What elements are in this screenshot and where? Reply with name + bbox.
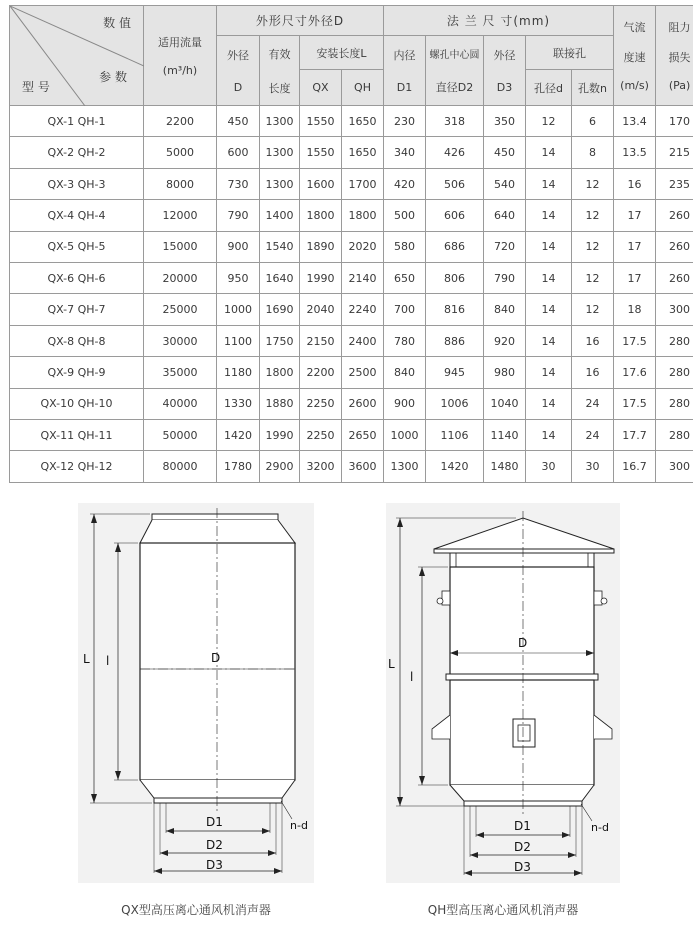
value-cell: 900 [384,388,426,419]
value-cell: 30 [572,451,614,483]
value-cell: 580 [384,231,426,262]
value-cell: 1650 [342,106,384,137]
corner-header-cell [10,6,144,106]
model-cell: QX-8 QH-8 [10,325,144,356]
value-cell: 13.5 [614,137,656,168]
value-cell: 1000 [384,420,426,451]
value-cell: 8000 [144,168,217,199]
header-bolt-circle [426,36,484,106]
value-cell: 350 [484,106,526,137]
value-cell: 14 [526,263,572,294]
value-cell: 80000 [144,451,217,483]
value-cell: 1990 [260,420,300,451]
header-qx: QX [300,70,342,106]
table-row [10,325,693,356]
model-cell: QX-2 QH-2 [10,137,144,168]
header-outer-diameter [217,36,260,106]
model-cell: QX-4 QH-4 [10,200,144,231]
value-cell: 1890 [300,231,342,262]
corner-label-model: 型 号 [22,80,50,94]
value-cell: 1480 [484,451,526,483]
value-cell: 2500 [342,357,384,388]
value-cell: 686 [426,231,484,262]
value-cell: 17.5 [614,388,656,419]
header-effective-length [260,36,300,106]
qx-label-nd: n-d [290,819,308,832]
value-cell: 16 [572,357,614,388]
model-cell: QX-5 QH-5 [10,231,144,262]
value-cell: 2150 [300,325,342,356]
value-cell: 500 [384,200,426,231]
value-cell: 2200 [144,106,217,137]
model-cell: QX-6 QH-6 [10,263,144,294]
value-cell: 16 [572,325,614,356]
value-cell: 14 [526,420,572,451]
table-row [10,200,693,231]
value-cell: 506 [426,168,484,199]
value-cell: 1550 [300,137,342,168]
value-cell: 606 [426,200,484,231]
value-cell: 14 [526,231,572,262]
value-cell: 1600 [300,168,342,199]
header-effective-length-line1: 有效 [268,47,291,61]
value-cell: 3600 [342,451,384,483]
value-cell: 1300 [384,451,426,483]
value-cell: 1300 [260,168,300,199]
value-cell: 12 [572,263,614,294]
value-cell: 25000 [144,294,217,325]
header-flange-outer-title: 外径 [493,49,516,62]
qh-drawing-caption: QH型高压离心通风机消声器 [427,903,579,917]
header-resistance-line2: 损失 [668,51,691,64]
value-cell: 2020 [342,231,384,262]
value-cell: 450 [484,137,526,168]
value-cell: 1540 [260,231,300,262]
value-cell: 426 [426,137,484,168]
value-cell: 1000 [217,294,260,325]
qx-silencer-drawing [78,503,314,883]
value-cell: 13.4 [614,106,656,137]
table-row [10,106,693,137]
header-velocity-line1: 气流 [623,21,646,34]
value-cell: 2240 [342,294,384,325]
value-cell: 790 [484,263,526,294]
value-cell: 1700 [342,168,384,199]
header-outer-diameter-symbol: D [233,81,243,94]
table-row [10,294,693,325]
value-cell: 17 [614,263,656,294]
value-cell: 12 [526,106,572,137]
value-cell: 816 [426,294,484,325]
value-cell: 450 [217,106,260,137]
value-cell: 2900 [260,451,300,483]
value-cell: 3200 [300,451,342,483]
value-cell: 17.7 [614,420,656,451]
value-cell: 640 [484,200,526,231]
value-cell: 12000 [144,200,217,231]
header-bolt-circle-symbol: 直径D2 [435,81,474,94]
header-inner-diameter-symbol: D1 [396,81,413,94]
value-cell: 260 [656,200,693,231]
value-cell: 30 [526,451,572,483]
value-cell: 2400 [342,325,384,356]
value-cell: 840 [384,357,426,388]
value-cell: 1300 [260,106,300,137]
value-cell: 17 [614,200,656,231]
header-qh: QH [342,70,384,106]
header-hole-diameter: 孔径d [526,70,572,106]
model-cell: QX-9 QH-9 [10,357,144,388]
value-cell: 650 [384,263,426,294]
model-cell: QX-12 QH-12 [10,451,144,483]
value-cell: 14 [526,294,572,325]
table-row [10,451,693,483]
value-cell: 280 [656,420,693,451]
value-cell: 280 [656,325,693,356]
value-cell: 950 [217,263,260,294]
header-hole-count: 孔数n [572,70,614,106]
qh-silencer-drawing [386,503,620,883]
value-cell: 14 [526,200,572,231]
value-cell: 1750 [260,325,300,356]
value-cell: 35000 [144,357,217,388]
qx-label-d1: D1 [206,815,223,829]
value-cell: 1990 [300,263,342,294]
value-cell: 2650 [342,420,384,451]
qh-label-L: L [388,657,395,671]
value-cell: 12 [572,200,614,231]
value-cell: 1300 [260,137,300,168]
value-cell: 8 [572,137,614,168]
value-cell: 1640 [260,263,300,294]
value-cell: 30000 [144,325,217,356]
model-cell: QX-7 QH-7 [10,294,144,325]
qh-label-d1: D1 [514,819,531,833]
value-cell: 16.7 [614,451,656,483]
header-inner-diameter [384,36,426,106]
qh-label-d2: D2 [514,840,531,854]
header-resistance-unit: (Pa) [668,79,691,92]
table-row [10,263,693,294]
value-cell: 900 [217,231,260,262]
value-cell: 20000 [144,263,217,294]
value-cell: 260 [656,231,693,262]
value-cell: 1400 [260,200,300,231]
value-cell: 2600 [342,388,384,419]
value-cell: 790 [217,200,260,231]
value-cell: 17 [614,231,656,262]
header-effective-length-line2: 长度 [268,81,291,95]
value-cell: 300 [656,451,693,483]
qx-drawing-caption: QX型高压离心通风机消声器 [121,903,271,917]
value-cell: 886 [426,325,484,356]
value-cell: 945 [426,357,484,388]
value-cell: 1780 [217,451,260,483]
value-cell: 280 [656,388,693,419]
value-cell: 1800 [342,200,384,231]
spec-table-body [10,106,693,483]
value-cell: 1140 [484,420,526,451]
value-cell: 14 [526,357,572,388]
value-cell: 300 [656,294,693,325]
value-cell: 12 [572,294,614,325]
model-cell: QX-10 QH-10 [10,388,144,419]
table-row [10,168,693,199]
value-cell: 420 [384,168,426,199]
value-cell: 15000 [144,231,217,262]
header-flow-title: 适用流量 [158,36,202,49]
model-cell: QX-3 QH-3 [10,168,144,199]
header-velocity-unit: (m/s) [620,79,649,92]
corner-label-params: 参 数 [99,70,127,84]
table-row [10,420,693,451]
value-cell: 170 [656,106,693,137]
model-cell: QX-1 QH-1 [10,106,144,137]
header-velocity-line2: 度速 [623,51,646,64]
qx-label-d2: D2 [206,838,223,852]
header-flange-group: 法 兰 尺 寸(mm) [384,6,614,36]
value-cell: 1420 [217,420,260,451]
value-cell: 1040 [484,388,526,419]
value-cell: 780 [384,325,426,356]
value-cell: 17.6 [614,357,656,388]
qh-label-l: l [410,670,414,684]
value-cell: 235 [656,168,693,199]
value-cell: 280 [656,357,693,388]
value-cell: 730 [217,168,260,199]
qx-label-L: L [83,652,90,666]
value-cell: 24 [572,420,614,451]
value-cell: 1880 [260,388,300,419]
value-cell: 806 [426,263,484,294]
value-cell: 1330 [217,388,260,419]
value-cell: 2200 [300,357,342,388]
header-flange-outer [484,36,526,106]
table-row [10,388,693,419]
value-cell: 2040 [300,294,342,325]
value-cell: 1100 [217,325,260,356]
value-cell: 2250 [300,420,342,451]
qh-label-d: D [518,636,528,650]
value-cell: 1800 [300,200,342,231]
value-cell: 1006 [426,388,484,419]
value-cell: 14 [526,388,572,419]
value-cell: 14 [526,137,572,168]
value-cell: 215 [656,137,693,168]
value-cell: 6 [572,106,614,137]
header-flow-unit: (m³/h) [162,64,198,77]
value-cell: 230 [384,106,426,137]
value-cell: 1550 [300,106,342,137]
value-cell: 1690 [260,294,300,325]
value-cell: 920 [484,325,526,356]
header-outer-diameter-title: 外径 [227,49,249,62]
header-install-length: 安装长度L [300,36,384,70]
value-cell: 600 [217,137,260,168]
qh-label-d3: D3 [514,860,531,874]
value-cell: 1420 [426,451,484,483]
header-inner-diameter-title: 内径 [393,49,416,62]
header-resistance [656,6,693,106]
header-bolt-circle-title: 螺孔中心圆 [429,50,480,61]
value-cell: 1180 [217,357,260,388]
value-cell: 700 [384,294,426,325]
value-cell: 1106 [426,420,484,451]
spec-table [9,5,693,483]
value-cell: 260 [656,263,693,294]
header-flow [144,6,217,106]
header-holes-group: 联接孔 [526,36,614,70]
header-flange-outer-symbol: D3 [496,81,513,94]
value-cell: 1800 [260,357,300,388]
value-cell: 1650 [342,137,384,168]
table-row [10,357,693,388]
value-cell: 340 [384,137,426,168]
value-cell: 14 [526,325,572,356]
value-cell: 12 [572,168,614,199]
value-cell: 24 [572,388,614,419]
value-cell: 5000 [144,137,217,168]
value-cell: 2140 [342,263,384,294]
value-cell: 40000 [144,388,217,419]
table-row [10,231,693,262]
value-cell: 14 [526,168,572,199]
qh-label-nd: n-d [591,821,609,834]
qx-label-l: l [106,654,110,668]
header-velocity [614,6,656,106]
value-cell: 17.5 [614,325,656,356]
qx-label-d: D [211,651,221,665]
value-cell: 2250 [300,388,342,419]
qx-label-d3: D3 [206,858,223,872]
value-cell: 18 [614,294,656,325]
header-resistance-line1: 阻力 [668,21,691,34]
value-cell: 50000 [144,420,217,451]
table-row [10,137,693,168]
corner-label-values: 数 值 [103,16,131,30]
value-cell: 980 [484,357,526,388]
value-cell: 840 [484,294,526,325]
value-cell: 16 [614,168,656,199]
value-cell: 720 [484,231,526,262]
header-outer-group: 外形尺寸外径D [217,6,384,36]
value-cell: 540 [484,168,526,199]
value-cell: 318 [426,106,484,137]
value-cell: 12 [572,231,614,262]
model-cell: QX-11 QH-11 [10,420,144,451]
